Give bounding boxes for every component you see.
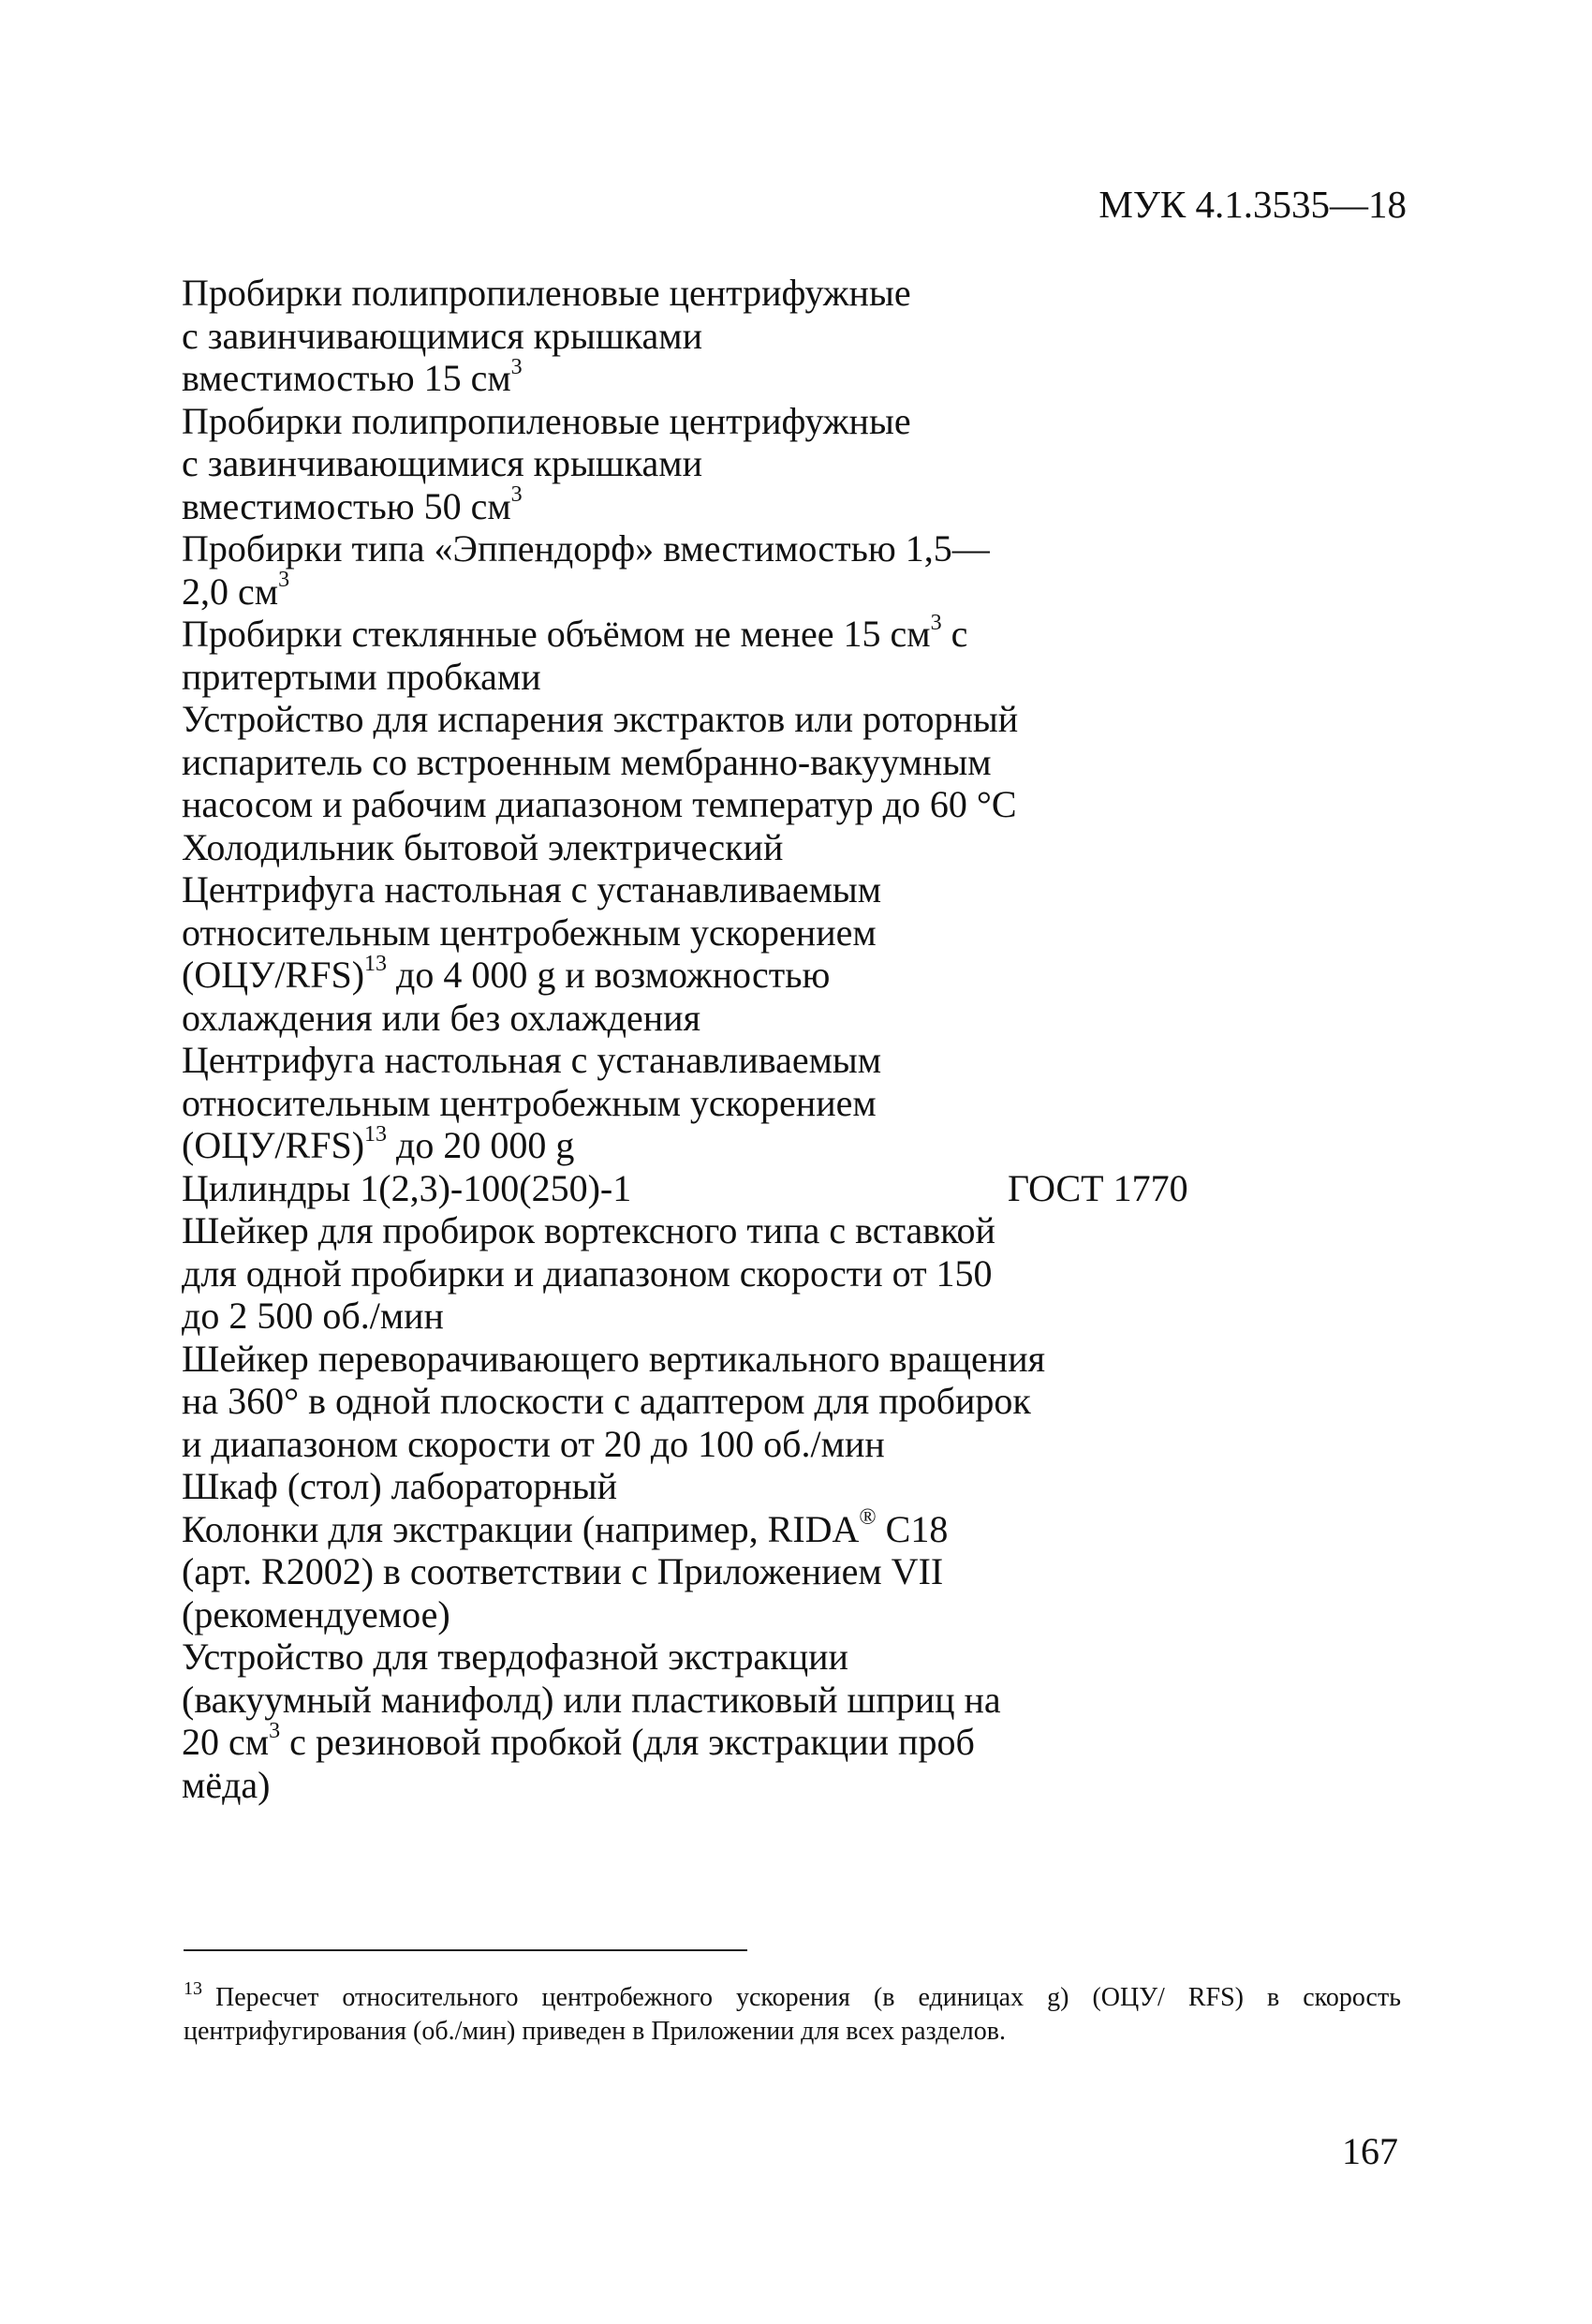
item-name	[182, 698, 1053, 826]
item-superscript: 3	[510, 482, 523, 508]
list-item	[182, 1167, 1240, 1210]
list-item	[182, 1039, 1240, 1167]
item-text: Цилиндры 1(2,3)-100(250)-1	[182, 1166, 632, 1209]
item-superscript: 3	[278, 568, 290, 593]
list-item	[182, 868, 1240, 1039]
item-text: Пробирки полипропиленовые центрифужные с завинчивающимися крышками вместимостью 50 см	[182, 399, 911, 527]
item-text: Пробирки полипропиленовые центрифужные с завинчивающимися крышками вместимостью 15 см	[182, 272, 911, 399]
item-name	[182, 1039, 959, 1167]
item-text: Шкаф (стол) лабораторный	[182, 1465, 618, 1507]
item-name	[182, 1209, 1020, 1338]
document-code: МУК 4.1.3535—18	[1098, 183, 1407, 226]
item-name	[182, 527, 1024, 613]
item-superscript: 3	[510, 354, 523, 379]
list-item	[182, 826, 1240, 869]
item-text-continued: C18 (арт. R2002) в соответствии с Приложением VII (рекомендуемое)	[182, 1507, 949, 1636]
item-text-continued: с притертыми пробками	[182, 613, 968, 698]
footnote-divider	[184, 1949, 747, 1951]
list-item	[182, 1338, 1240, 1466]
item-name	[182, 400, 931, 528]
list-item	[182, 610, 1240, 698]
item-text: Шейкер переворачивающего вертикального вращения на 360° в одной плоскости с адаптером для пробирок и диапазоном скорости от 20 до 100 об./мин	[182, 1337, 1045, 1465]
footnote-text: Пересчет относительного центробежного ускорения (в единицах g) (ОЦУ/ RFS) в скорость центрифугирования (об./мин) приведен в Приложении для всех разделов.	[184, 1983, 1401, 2046]
item-text: Устройство для твердофазной экстракции (вакуумный манифолд) или пластиковый шприц на 20 см	[182, 1636, 1001, 1763]
item-text: Колонки для экстракции (например, RIDA	[182, 1507, 860, 1550]
item-text: Центрифуга настольная с устанавливаемым относительным центробежным ускорением (ОЦУ/RFS)	[182, 1039, 882, 1166]
item-superscript: 3	[930, 610, 942, 635]
item-name	[182, 272, 931, 400]
list-item	[182, 1636, 1240, 1806]
item-superscript: 13	[364, 951, 388, 976]
equipment-list	[182, 272, 1240, 1806]
item-text-continued: до 4 000 g и возможностью охлаждения или без охлаждения	[182, 954, 831, 1039]
item-name	[182, 1505, 987, 1636]
item-superscript: ®	[859, 1505, 877, 1531]
item-name	[182, 826, 1024, 869]
item-superscript: 13	[364, 1121, 388, 1147]
item-name	[182, 1167, 1024, 1210]
list-item	[182, 1505, 1240, 1636]
item-superscript: 3	[269, 1718, 281, 1743]
list-item	[182, 400, 1240, 528]
item-text: Пробирки стеклянные объёмом не менее 15 см	[182, 613, 931, 655]
item-text: Пробирки типа «Эппендорф» вместимостью 1,5—2,0 см	[182, 527, 990, 613]
item-name	[182, 610, 987, 698]
item-standard: ГОСТ 1770	[1008, 1166, 1188, 1209]
page-number: 167	[1342, 2130, 1398, 2172]
item-text-continued: до 20 000 g	[387, 1124, 575, 1166]
item-name	[182, 1338, 1053, 1466]
list-item	[182, 272, 1240, 400]
item-text: Центрифуга настольная с устанавливаемым относительным центробежным ускорением (ОЦУ/RFS)	[182, 868, 882, 996]
list-item	[182, 1465, 1240, 1508]
list-item	[182, 1209, 1240, 1338]
item-text: Холодильник бытовой электрический	[182, 825, 784, 868]
item-text: Устройство для испарения экстрактов или роторный испаритель со встроенным мембранно-вакуумным насосом и рабочим диапазоном температур до 60 °С	[182, 698, 1019, 825]
item-name	[182, 1636, 1006, 1806]
item-text-continued: с резиновой пробкой (для экстракции проб мёда)	[182, 1721, 975, 1806]
list-item	[182, 527, 1240, 613]
footnote-mark: 13	[184, 1978, 202, 1999]
footnote	[184, 1978, 1401, 2047]
item-name	[182, 1465, 1024, 1508]
item-text: Шейкер для пробирок вортексного типа с вставкой для одной пробирки и диапазоном скорости от 150 до 2 500 об./мин	[182, 1209, 995, 1337]
list-item	[182, 698, 1240, 826]
item-name	[182, 868, 959, 1039]
